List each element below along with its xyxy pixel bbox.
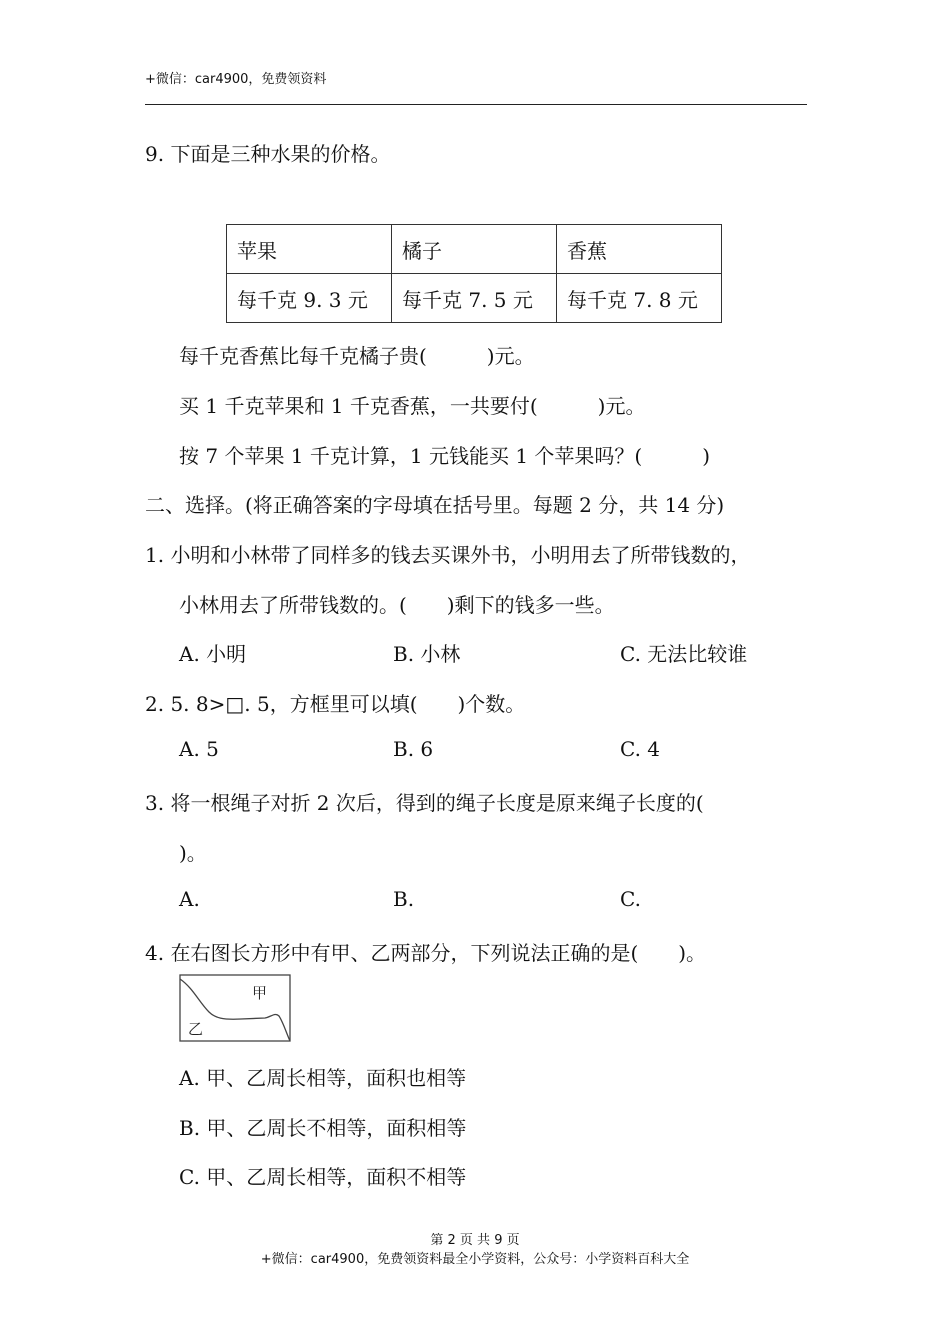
q9-sub3: 按 7 个苹果 1 千克计算，1 元钱能买 1 个苹果吗？( ) (179, 444, 711, 468)
q3-option-b: B. (393, 887, 415, 911)
header-watermark: +微信：car4900，免费领资料 (145, 72, 327, 87)
q2-option-a: A. 5 (179, 737, 219, 761)
table-cell: 每千克 7. 5 元 (392, 274, 557, 323)
rectangle-figure-svg (179, 974, 291, 1042)
q3-line2: )。 (179, 841, 207, 865)
table-cell: 每千克 7. 8 元 (557, 274, 722, 323)
q1-line2: 小林用去了所带钱数的。( )剩下的钱多一些。 (179, 593, 615, 617)
q2-line1: 2. 5. 8>□. 5，方框里可以填( )个数。 (145, 692, 526, 716)
q3-line1: 3. 将一根绳子对折 2 次后，得到的绳子长度是原来绳子长度的( (145, 791, 704, 815)
q4-option-b: B. 甲、乙周长不相等，面积相等 (179, 1116, 467, 1140)
q3-option-a: A. (179, 887, 200, 911)
table-cell: 每千克 9. 3 元 (227, 274, 392, 323)
rectangle-figure (179, 974, 291, 1042)
header-rule (145, 104, 807, 105)
table-cell: 橘子 (392, 225, 557, 274)
footer-watermark: +微信：car4900，免费领资料最全小学资料，公众号：小学资料百科大全 (260, 1252, 690, 1267)
q1-option-c: C. 无法比较谁 (620, 642, 748, 666)
q4-option-a: A. 甲、乙周长相等，面积也相等 (179, 1066, 467, 1090)
section-title: 二、选择。(将正确答案的字母填在括号里。每题 2 分，共 14 分) (145, 493, 725, 517)
q1-option-b: B. 小林 (393, 642, 461, 666)
q4-line1: 4. 在右图长方形中有甲、乙两部分，下列说法正确的是( )。 (145, 941, 707, 965)
q1-line1: 1. 小明和小林带了同样多的钱去买课外书，小明用去了所带钱数的， (145, 543, 751, 567)
q3-option-c: C. (620, 887, 641, 911)
q4-option-c: C. 甲、乙周长相等，面积不相等 (179, 1165, 467, 1189)
figure-label-yi: 乙 (188, 1020, 204, 1038)
table-row (227, 225, 722, 274)
q1-option-a: A. 小明 (179, 642, 247, 666)
page-number: 第 2 页 共 9 页 (430, 1233, 520, 1248)
q9-sub2: 买 1 千克苹果和 1 千克香蕉，一共要付( )元。 (179, 394, 646, 418)
table-cell: 香蕉 (557, 225, 722, 274)
q9-sub1: 每千克香蕉比每千克橘子贵( )元。 (179, 344, 535, 368)
q9-title: 9. 下面是三种水果的价格。 (145, 142, 391, 166)
q2-option-b: B. 6 (393, 737, 434, 761)
table-cell: 苹果 (227, 225, 392, 274)
price-table (226, 224, 722, 323)
q2-option-c: C. 4 (620, 737, 661, 761)
table-row (227, 274, 722, 323)
figure-label-jia: 甲 (252, 984, 268, 1002)
